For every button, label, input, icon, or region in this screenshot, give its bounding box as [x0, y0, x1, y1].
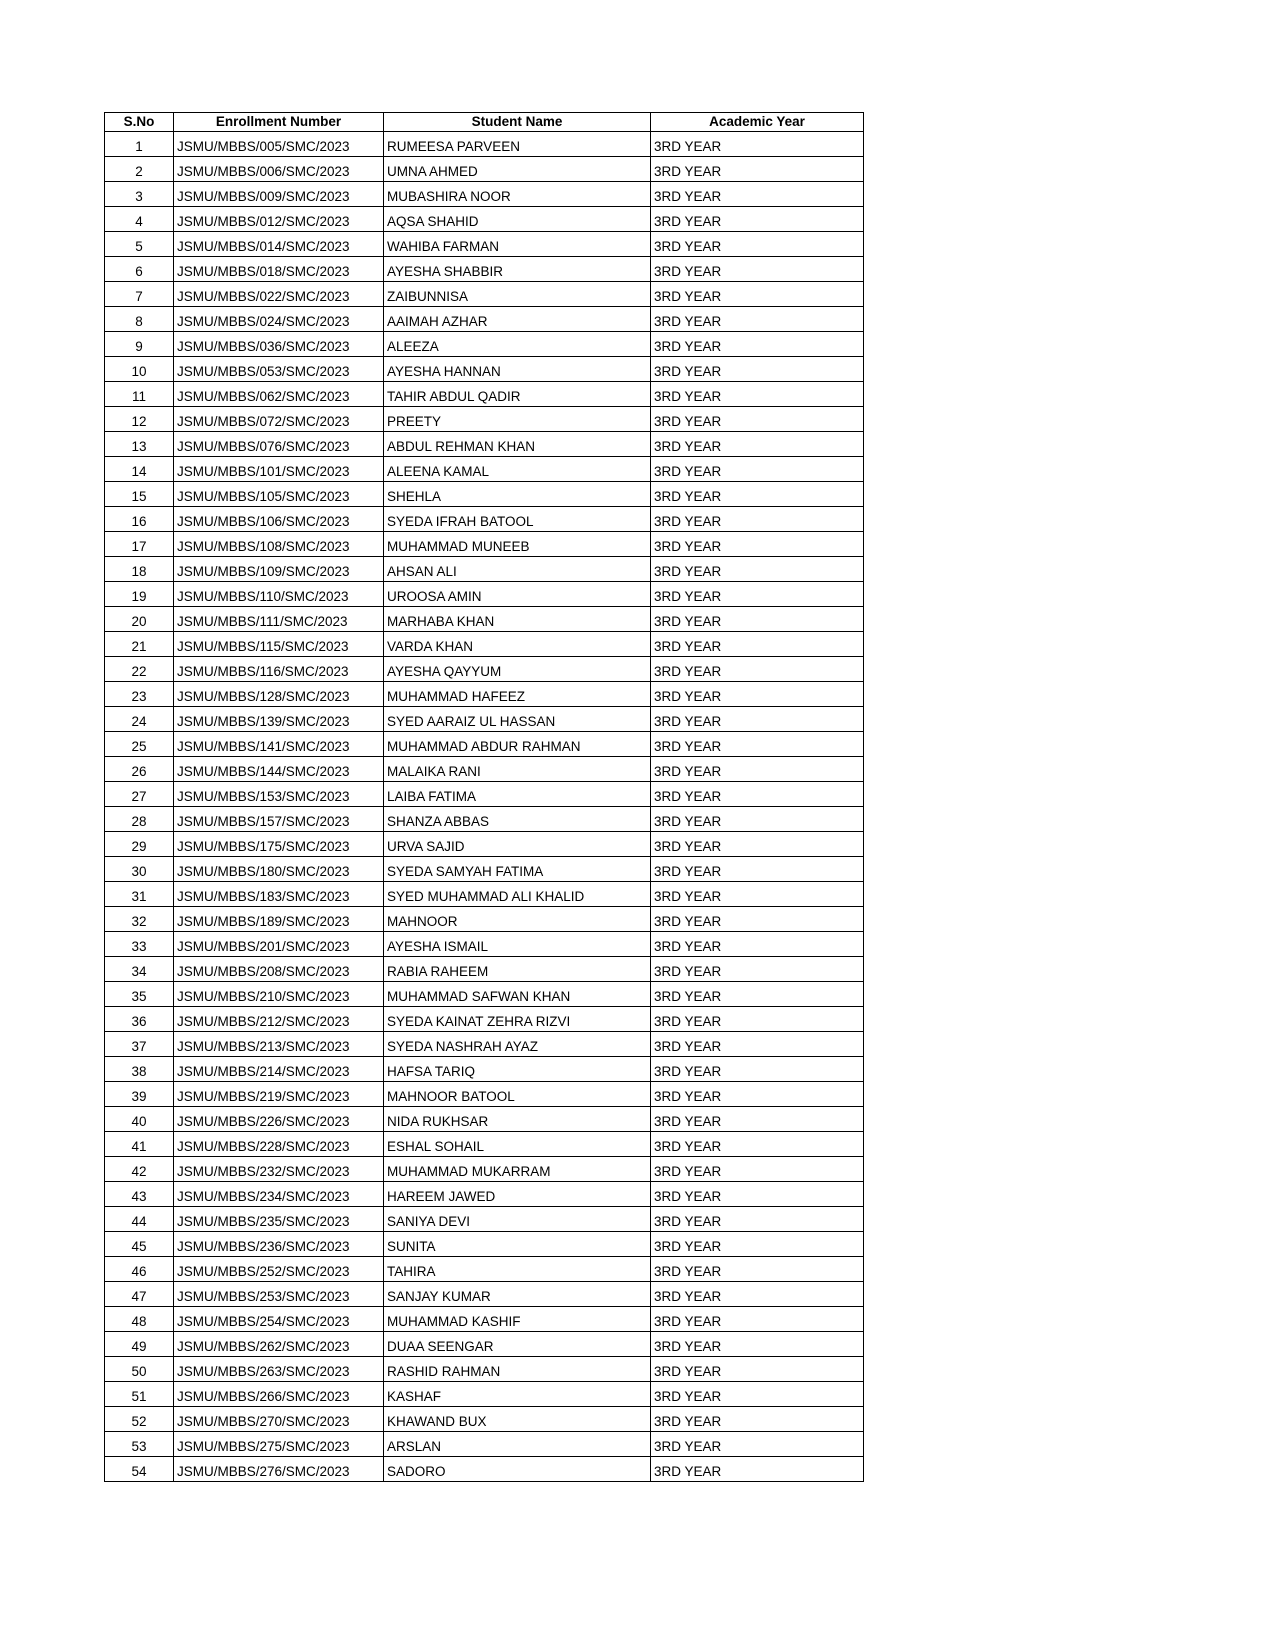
table-row	[105, 1057, 864, 1082]
table-row	[105, 832, 864, 857]
cell-student-name: SUNITA	[384, 1232, 651, 1257]
cell-enrollment-number: JSMU/MBBS/110/SMC/2023	[174, 582, 384, 607]
table-row	[105, 1407, 864, 1432]
table-row	[105, 1332, 864, 1357]
table-row	[105, 157, 864, 182]
cell-student-name: MUHAMMAD MUKARRAM	[384, 1157, 651, 1182]
cell-academic-year: 3RD YEAR	[651, 657, 864, 682]
cell-enrollment-number: JSMU/MBBS/014/SMC/2023	[174, 232, 384, 257]
cell-sno: 14	[105, 457, 174, 482]
cell-sno: 53	[105, 1432, 174, 1457]
cell-sno: 20	[105, 607, 174, 632]
cell-sno: 45	[105, 1232, 174, 1257]
cell-sno: 4	[105, 207, 174, 232]
cell-enrollment-number: JSMU/MBBS/226/SMC/2023	[174, 1107, 384, 1132]
cell-enrollment-number: JSMU/MBBS/128/SMC/2023	[174, 682, 384, 707]
cell-enrollment-number: JSMU/MBBS/115/SMC/2023	[174, 632, 384, 657]
cell-academic-year: 3RD YEAR	[651, 757, 864, 782]
cell-sno: 34	[105, 957, 174, 982]
table-row	[105, 1132, 864, 1157]
cell-sno: 41	[105, 1132, 174, 1157]
cell-academic-year: 3RD YEAR	[651, 182, 864, 207]
table-row	[105, 857, 864, 882]
cell-student-name: SYED AARAIZ UL HASSAN	[384, 707, 651, 732]
cell-enrollment-number: JSMU/MBBS/266/SMC/2023	[174, 1382, 384, 1407]
table-row	[105, 1082, 864, 1107]
cell-enrollment-number: JSMU/MBBS/180/SMC/2023	[174, 857, 384, 882]
cell-enrollment-number: JSMU/MBBS/101/SMC/2023	[174, 457, 384, 482]
cell-enrollment-number: JSMU/MBBS/210/SMC/2023	[174, 982, 384, 1007]
cell-enrollment-number: JSMU/MBBS/153/SMC/2023	[174, 782, 384, 807]
cell-academic-year: 3RD YEAR	[651, 1232, 864, 1257]
table-row	[105, 1107, 864, 1132]
table-row	[105, 232, 864, 257]
cell-student-name: MUHAMMAD ABDUR RAHMAN	[384, 732, 651, 757]
table-row	[105, 957, 864, 982]
table-row	[105, 132, 864, 157]
table-row	[105, 457, 864, 482]
cell-sno: 32	[105, 907, 174, 932]
table-row	[105, 707, 864, 732]
cell-student-name: SANJAY KUMAR	[384, 1282, 651, 1307]
table-row	[105, 1207, 864, 1232]
cell-sno: 21	[105, 632, 174, 657]
cell-student-name: AQSA SHAHID	[384, 207, 651, 232]
cell-enrollment-number: JSMU/MBBS/183/SMC/2023	[174, 882, 384, 907]
cell-enrollment-number: JSMU/MBBS/263/SMC/2023	[174, 1357, 384, 1382]
cell-sno: 37	[105, 1032, 174, 1057]
cell-academic-year: 3RD YEAR	[651, 1057, 864, 1082]
cell-enrollment-number: JSMU/MBBS/270/SMC/2023	[174, 1407, 384, 1432]
cell-sno: 10	[105, 357, 174, 382]
table-row	[105, 982, 864, 1007]
cell-sno: 24	[105, 707, 174, 732]
cell-student-name: KASHAF	[384, 1382, 651, 1407]
cell-sno: 19	[105, 582, 174, 607]
cell-sno: 28	[105, 807, 174, 832]
cell-enrollment-number: JSMU/MBBS/022/SMC/2023	[174, 282, 384, 307]
cell-sno: 38	[105, 1057, 174, 1082]
cell-academic-year: 3RD YEAR	[651, 132, 864, 157]
cell-student-name: MUBASHIRA NOOR	[384, 182, 651, 207]
table-row	[105, 1232, 864, 1257]
cell-sno: 8	[105, 307, 174, 332]
cell-sno: 3	[105, 182, 174, 207]
cell-enrollment-number: JSMU/MBBS/116/SMC/2023	[174, 657, 384, 682]
cell-student-name: ARSLAN	[384, 1432, 651, 1457]
cell-student-name: AAIMAH AZHAR	[384, 307, 651, 332]
cell-student-name: MUHAMMAD MUNEEB	[384, 532, 651, 557]
cell-enrollment-number: JSMU/MBBS/036/SMC/2023	[174, 332, 384, 357]
cell-sno: 30	[105, 857, 174, 882]
cell-enrollment-number: JSMU/MBBS/111/SMC/2023	[174, 607, 384, 632]
cell-student-name: MUHAMMAD KASHIF	[384, 1307, 651, 1332]
cell-academic-year: 3RD YEAR	[651, 1032, 864, 1057]
cell-student-name: TAHIRA	[384, 1257, 651, 1282]
cell-enrollment-number: JSMU/MBBS/275/SMC/2023	[174, 1432, 384, 1457]
cell-sno: 7	[105, 282, 174, 307]
cell-academic-year: 3RD YEAR	[651, 457, 864, 482]
table-row	[105, 582, 864, 607]
cell-sno: 15	[105, 482, 174, 507]
cell-student-name: ALEENA KAMAL	[384, 457, 651, 482]
table-row	[105, 282, 864, 307]
cell-sno: 43	[105, 1182, 174, 1207]
cell-academic-year: 3RD YEAR	[651, 1282, 864, 1307]
cell-sno: 54	[105, 1457, 174, 1482]
cell-academic-year: 3RD YEAR	[651, 257, 864, 282]
cell-student-name: SANIYA DEVI	[384, 1207, 651, 1232]
cell-student-name: PREETY	[384, 407, 651, 432]
table-row	[105, 1282, 864, 1307]
cell-enrollment-number: JSMU/MBBS/262/SMC/2023	[174, 1332, 384, 1357]
cell-academic-year: 3RD YEAR	[651, 832, 864, 857]
cell-academic-year: 3RD YEAR	[651, 557, 864, 582]
cell-student-name: MUHAMMAD SAFWAN KHAN	[384, 982, 651, 1007]
cell-sno: 18	[105, 557, 174, 582]
cell-academic-year: 3RD YEAR	[651, 882, 864, 907]
cell-sno: 11	[105, 382, 174, 407]
cell-academic-year: 3RD YEAR	[651, 1307, 864, 1332]
cell-enrollment-number: JSMU/MBBS/252/SMC/2023	[174, 1257, 384, 1282]
cell-enrollment-number: JSMU/MBBS/201/SMC/2023	[174, 932, 384, 957]
cell-sno: 9	[105, 332, 174, 357]
table-row	[105, 182, 864, 207]
cell-enrollment-number: JSMU/MBBS/024/SMC/2023	[174, 307, 384, 332]
cell-enrollment-number: JSMU/MBBS/139/SMC/2023	[174, 707, 384, 732]
cell-academic-year: 3RD YEAR	[651, 1257, 864, 1282]
cell-sno: 40	[105, 1107, 174, 1132]
cell-sno: 42	[105, 1157, 174, 1182]
cell-academic-year: 3RD YEAR	[651, 482, 864, 507]
cell-enrollment-number: JSMU/MBBS/157/SMC/2023	[174, 807, 384, 832]
cell-student-name: SYEDA IFRAH BATOOL	[384, 507, 651, 532]
cell-student-name: ALEEZA	[384, 332, 651, 357]
cell-enrollment-number: JSMU/MBBS/214/SMC/2023	[174, 1057, 384, 1082]
cell-sno: 51	[105, 1382, 174, 1407]
cell-enrollment-number: JSMU/MBBS/141/SMC/2023	[174, 732, 384, 757]
cell-academic-year: 3RD YEAR	[651, 632, 864, 657]
cell-sno: 1	[105, 132, 174, 157]
cell-enrollment-number: JSMU/MBBS/109/SMC/2023	[174, 557, 384, 582]
header-student-name: Student Name	[384, 113, 651, 132]
cell-enrollment-number: JSMU/MBBS/106/SMC/2023	[174, 507, 384, 532]
cell-student-name: MAHNOOR	[384, 907, 651, 932]
cell-sno: 23	[105, 682, 174, 707]
cell-academic-year: 3RD YEAR	[651, 907, 864, 932]
student-roster-table	[104, 112, 864, 1482]
cell-student-name: AYESHA QAYYUM	[384, 657, 651, 682]
cell-student-name: AYESHA HANNAN	[384, 357, 651, 382]
cell-student-name: HAFSA TARIQ	[384, 1057, 651, 1082]
table-row	[105, 1157, 864, 1182]
cell-enrollment-number: JSMU/MBBS/208/SMC/2023	[174, 957, 384, 982]
cell-enrollment-number: JSMU/MBBS/234/SMC/2023	[174, 1182, 384, 1207]
cell-enrollment-number: JSMU/MBBS/006/SMC/2023	[174, 157, 384, 182]
cell-student-name: AYESHA SHABBIR	[384, 257, 651, 282]
cell-student-name: RASHID RAHMAN	[384, 1357, 651, 1382]
cell-student-name: KHAWAND BUX	[384, 1407, 651, 1432]
cell-sno: 22	[105, 657, 174, 682]
cell-student-name: URVA SAJID	[384, 832, 651, 857]
table-header	[105, 113, 864, 132]
cell-sno: 6	[105, 257, 174, 282]
cell-student-name: SHEHLA	[384, 482, 651, 507]
cell-student-name: UROOSA AMIN	[384, 582, 651, 607]
table-row	[105, 507, 864, 532]
cell-student-name: MUHAMMAD HAFEEZ	[384, 682, 651, 707]
cell-enrollment-number: JSMU/MBBS/232/SMC/2023	[174, 1157, 384, 1182]
cell-sno: 50	[105, 1357, 174, 1382]
cell-sno: 31	[105, 882, 174, 907]
cell-academic-year: 3RD YEAR	[651, 1207, 864, 1232]
cell-student-name: SYEDA SAMYAH FATIMA	[384, 857, 651, 882]
cell-student-name: RUMEESA PARVEEN	[384, 132, 651, 157]
cell-academic-year: 3RD YEAR	[651, 957, 864, 982]
cell-enrollment-number: JSMU/MBBS/253/SMC/2023	[174, 1282, 384, 1307]
table-row	[105, 1257, 864, 1282]
cell-enrollment-number: JSMU/MBBS/235/SMC/2023	[174, 1207, 384, 1232]
cell-enrollment-number: JSMU/MBBS/108/SMC/2023	[174, 532, 384, 557]
cell-student-name: LAIBA FATIMA	[384, 782, 651, 807]
header-academic-year: Academic Year	[651, 113, 864, 132]
table-row	[105, 1432, 864, 1457]
cell-student-name: ZAIBUNNISA	[384, 282, 651, 307]
cell-academic-year: 3RD YEAR	[651, 207, 864, 232]
header-sno: S.No	[105, 113, 174, 132]
cell-sno: 49	[105, 1332, 174, 1357]
table-row	[105, 807, 864, 832]
cell-enrollment-number: JSMU/MBBS/276/SMC/2023	[174, 1457, 384, 1482]
table-row	[105, 1457, 864, 1482]
table-row	[105, 757, 864, 782]
cell-academic-year: 3RD YEAR	[651, 332, 864, 357]
cell-academic-year: 3RD YEAR	[651, 932, 864, 957]
cell-student-name: TAHIR ABDUL QADIR	[384, 382, 651, 407]
cell-student-name: SYED MUHAMMAD ALI KHALID	[384, 882, 651, 907]
table-row	[105, 1357, 864, 1382]
cell-enrollment-number: JSMU/MBBS/009/SMC/2023	[174, 182, 384, 207]
cell-sno: 2	[105, 157, 174, 182]
table-body	[105, 132, 864, 1482]
cell-enrollment-number: JSMU/MBBS/105/SMC/2023	[174, 482, 384, 507]
table-row	[105, 532, 864, 557]
table-row	[105, 382, 864, 407]
cell-enrollment-number: JSMU/MBBS/228/SMC/2023	[174, 1132, 384, 1157]
cell-enrollment-number: JSMU/MBBS/219/SMC/2023	[174, 1082, 384, 1107]
cell-enrollment-number: JSMU/MBBS/005/SMC/2023	[174, 132, 384, 157]
cell-enrollment-number: JSMU/MBBS/062/SMC/2023	[174, 382, 384, 407]
cell-enrollment-number: JSMU/MBBS/072/SMC/2023	[174, 407, 384, 432]
table-row	[105, 257, 864, 282]
cell-academic-year: 3RD YEAR	[651, 1432, 864, 1457]
cell-academic-year: 3RD YEAR	[651, 807, 864, 832]
cell-academic-year: 3RD YEAR	[651, 1107, 864, 1132]
cell-academic-year: 3RD YEAR	[651, 357, 864, 382]
cell-academic-year: 3RD YEAR	[651, 582, 864, 607]
table-row	[105, 332, 864, 357]
cell-academic-year: 3RD YEAR	[651, 1157, 864, 1182]
table-row	[105, 607, 864, 632]
cell-sno: 48	[105, 1307, 174, 1332]
cell-academic-year: 3RD YEAR	[651, 157, 864, 182]
cell-enrollment-number: JSMU/MBBS/189/SMC/2023	[174, 907, 384, 932]
table-row	[105, 207, 864, 232]
cell-academic-year: 3RD YEAR	[651, 1357, 864, 1382]
cell-sno: 12	[105, 407, 174, 432]
table-row	[105, 657, 864, 682]
cell-student-name: RABIA RAHEEM	[384, 957, 651, 982]
cell-sno: 36	[105, 1007, 174, 1032]
cell-academic-year: 3RD YEAR	[651, 432, 864, 457]
cell-academic-year: 3RD YEAR	[651, 682, 864, 707]
table-row	[105, 1007, 864, 1032]
cell-enrollment-number: JSMU/MBBS/254/SMC/2023	[174, 1307, 384, 1332]
cell-sno: 17	[105, 532, 174, 557]
cell-enrollment-number: JSMU/MBBS/053/SMC/2023	[174, 357, 384, 382]
cell-student-name: HAREEM JAWED	[384, 1182, 651, 1207]
cell-sno: 27	[105, 782, 174, 807]
cell-academic-year: 3RD YEAR	[651, 857, 864, 882]
header-row	[105, 113, 864, 132]
header-enrollment-number: Enrollment Number	[174, 113, 384, 132]
cell-academic-year: 3RD YEAR	[651, 707, 864, 732]
table-row	[105, 1032, 864, 1057]
cell-sno: 29	[105, 832, 174, 857]
cell-student-name: MALAIKA RANI	[384, 757, 651, 782]
cell-student-name: DUAA SEENGAR	[384, 1332, 651, 1357]
table-row	[105, 932, 864, 957]
cell-academic-year: 3RD YEAR	[651, 382, 864, 407]
cell-sno: 16	[105, 507, 174, 532]
cell-sno: 13	[105, 432, 174, 457]
table-row	[105, 782, 864, 807]
cell-student-name: SYEDA KAINAT ZEHRA RIZVI	[384, 1007, 651, 1032]
cell-academic-year: 3RD YEAR	[651, 1457, 864, 1482]
table-row	[105, 882, 864, 907]
cell-academic-year: 3RD YEAR	[651, 232, 864, 257]
cell-academic-year: 3RD YEAR	[651, 507, 864, 532]
cell-student-name: AHSAN ALI	[384, 557, 651, 582]
table-row	[105, 482, 864, 507]
cell-academic-year: 3RD YEAR	[651, 282, 864, 307]
cell-sno: 47	[105, 1282, 174, 1307]
cell-student-name: UMNA AHMED	[384, 157, 651, 182]
cell-sno: 26	[105, 757, 174, 782]
cell-sno: 46	[105, 1257, 174, 1282]
table-row	[105, 407, 864, 432]
cell-academic-year: 3RD YEAR	[651, 732, 864, 757]
table-row	[105, 432, 864, 457]
cell-student-name: SADORO	[384, 1457, 651, 1482]
cell-enrollment-number: JSMU/MBBS/076/SMC/2023	[174, 432, 384, 457]
cell-enrollment-number: JSMU/MBBS/175/SMC/2023	[174, 832, 384, 857]
cell-enrollment-number: JSMU/MBBS/018/SMC/2023	[174, 257, 384, 282]
cell-academic-year: 3RD YEAR	[651, 782, 864, 807]
table-row	[105, 732, 864, 757]
cell-student-name: SHANZA ABBAS	[384, 807, 651, 832]
cell-student-name: MAHNOOR BATOOL	[384, 1082, 651, 1107]
table-row	[105, 1382, 864, 1407]
table-row	[105, 357, 864, 382]
cell-academic-year: 3RD YEAR	[651, 307, 864, 332]
cell-sno: 39	[105, 1082, 174, 1107]
cell-student-name: SYEDA NASHRAH AYAZ	[384, 1032, 651, 1057]
table-row	[105, 682, 864, 707]
cell-academic-year: 3RD YEAR	[651, 532, 864, 557]
cell-academic-year: 3RD YEAR	[651, 1132, 864, 1157]
cell-sno: 52	[105, 1407, 174, 1432]
cell-academic-year: 3RD YEAR	[651, 1007, 864, 1032]
cell-student-name: VARDA KHAN	[384, 632, 651, 657]
cell-student-name: MARHABA KHAN	[384, 607, 651, 632]
table-row	[105, 632, 864, 657]
cell-academic-year: 3RD YEAR	[651, 607, 864, 632]
cell-student-name: ESHAL SOHAIL	[384, 1132, 651, 1157]
cell-sno: 5	[105, 232, 174, 257]
cell-academic-year: 3RD YEAR	[651, 407, 864, 432]
cell-sno: 35	[105, 982, 174, 1007]
cell-academic-year: 3RD YEAR	[651, 1407, 864, 1432]
cell-enrollment-number: JSMU/MBBS/144/SMC/2023	[174, 757, 384, 782]
cell-enrollment-number: JSMU/MBBS/236/SMC/2023	[174, 1232, 384, 1257]
cell-academic-year: 3RD YEAR	[651, 1382, 864, 1407]
table-row	[105, 307, 864, 332]
cell-academic-year: 3RD YEAR	[651, 982, 864, 1007]
cell-academic-year: 3RD YEAR	[651, 1332, 864, 1357]
cell-student-name: ABDUL REHMAN KHAN	[384, 432, 651, 457]
cell-sno: 44	[105, 1207, 174, 1232]
cell-enrollment-number: JSMU/MBBS/213/SMC/2023	[174, 1032, 384, 1057]
cell-sno: 25	[105, 732, 174, 757]
table-row	[105, 1182, 864, 1207]
cell-student-name: AYESHA ISMAIL	[384, 932, 651, 957]
cell-enrollment-number: JSMU/MBBS/012/SMC/2023	[174, 207, 384, 232]
cell-student-name: NIDA RUKHSAR	[384, 1107, 651, 1132]
table-row	[105, 557, 864, 582]
cell-student-name: WAHIBA FARMAN	[384, 232, 651, 257]
table-row	[105, 1307, 864, 1332]
cell-enrollment-number: JSMU/MBBS/212/SMC/2023	[174, 1007, 384, 1032]
cell-sno: 33	[105, 932, 174, 957]
table-row	[105, 907, 864, 932]
cell-academic-year: 3RD YEAR	[651, 1182, 864, 1207]
cell-academic-year: 3RD YEAR	[651, 1082, 864, 1107]
